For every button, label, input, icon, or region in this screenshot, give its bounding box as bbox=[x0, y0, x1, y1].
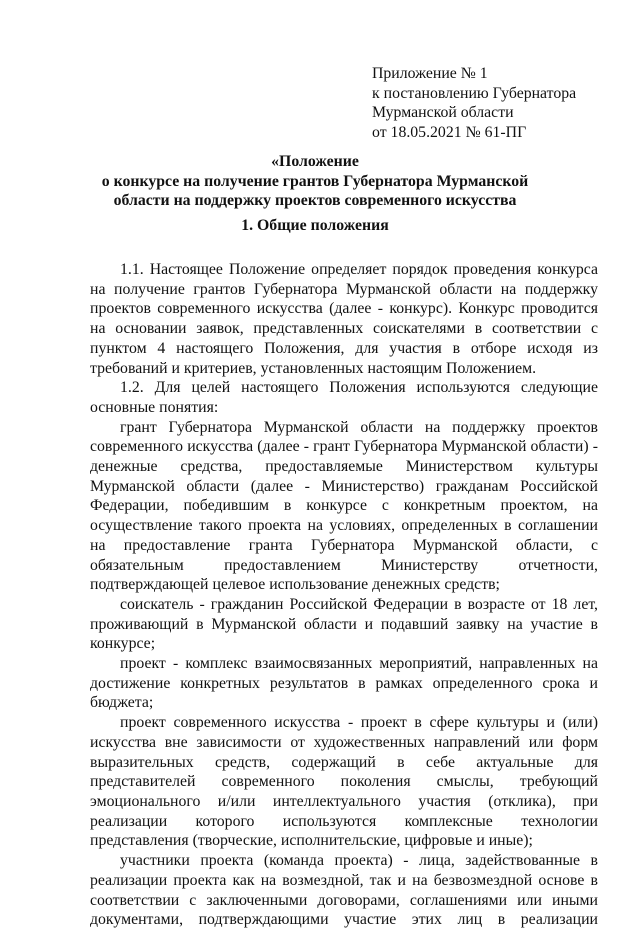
definition-grant: грант Губернатора Мурманской области на поддержку проектов современного искусства (далее - грант Губернатора Мурманской области) - денежные средства, предоставляемые Министерством культуры Мурманской области (далее - Министерство) гражданам Российской Федерации, победившим в конкурсе с конкретным проектом, на осуществление такого проекта на условиях, определенных в соглашении на предоставление гранта Губернатора Мурманской области, с обязательным предоставлением Министерству отчетности, подтверждающей целевое использование денежных средств; bbox=[90, 418, 598, 594]
appendix-decree-ref: к постановлению Губернатора bbox=[372, 84, 577, 102]
title-line-3: области на поддержку проектов современного искусства bbox=[113, 192, 517, 210]
definition-project: проект - комплекс взаимосвязанных мероприятий, направленных на достижение конкретных результатов в рамках определенного срока и бюджета; bbox=[90, 655, 598, 712]
section-heading: 1. Общие положения bbox=[241, 217, 389, 234]
definition-applicant: соискатель - гражданин Российской Федерации в возрасте от 18 лет, проживающий в Мурманской области и подавший заявку на участие в конкурсе; bbox=[90, 595, 598, 653]
definition-contemporary-art-project: проект современного искусства - проект в сфере культуры и (или) искусства вне зависимости от художественных направлений или форм выразительных средств, содержащий в себе актуальные для представителей современного поколения смыслы, требующий эмоционального и/или интеллектуального участия (отклика), при реализации которого используются комплексные технологии представления (творческие, исполнительские, цифровые и иные); bbox=[90, 714, 598, 850]
paragraph-1-1: 1.1. Настоящее Положение определяет порядок проведения конкурса на получение грантов Губернатора Мурманской области на поддержку проектов современного искусства (далее - конкурс). Конкурс проводится на основании заявок, представленных соискателями в соответствии с пунктом 4 настоящего Положения, для участия в отборе исходя из требований и критериев, установленных настоящим Положением. bbox=[90, 261, 598, 377]
appendix-region: Мурманской области bbox=[372, 104, 514, 122]
appendix-number: Приложение № 1 bbox=[372, 65, 488, 82]
document-title bbox=[90, 152, 540, 211]
title-line-1: «Положение bbox=[271, 153, 359, 170]
document-body bbox=[90, 260, 598, 930]
paragraph-1-2: 1.2. Для целей настоящего Положения используются следующие основные понятия: bbox=[90, 379, 598, 416]
appendix-date-number: от 18.05.2021 № 61-ПГ bbox=[372, 124, 527, 142]
definition-project-participants: участники проекта (команда проекта) - лица, задействованные в реализации проекта как на возмездной, так и на безвозмездной основе в соответствии с заключенными договорами, соглашениями или иными документами, подтверждающими участие этих лиц в реализации bbox=[90, 852, 598, 929]
appendix-block bbox=[372, 64, 622, 143]
title-line-2: о конкурсе на получение грантов Губернатора Мурманской bbox=[101, 172, 529, 190]
